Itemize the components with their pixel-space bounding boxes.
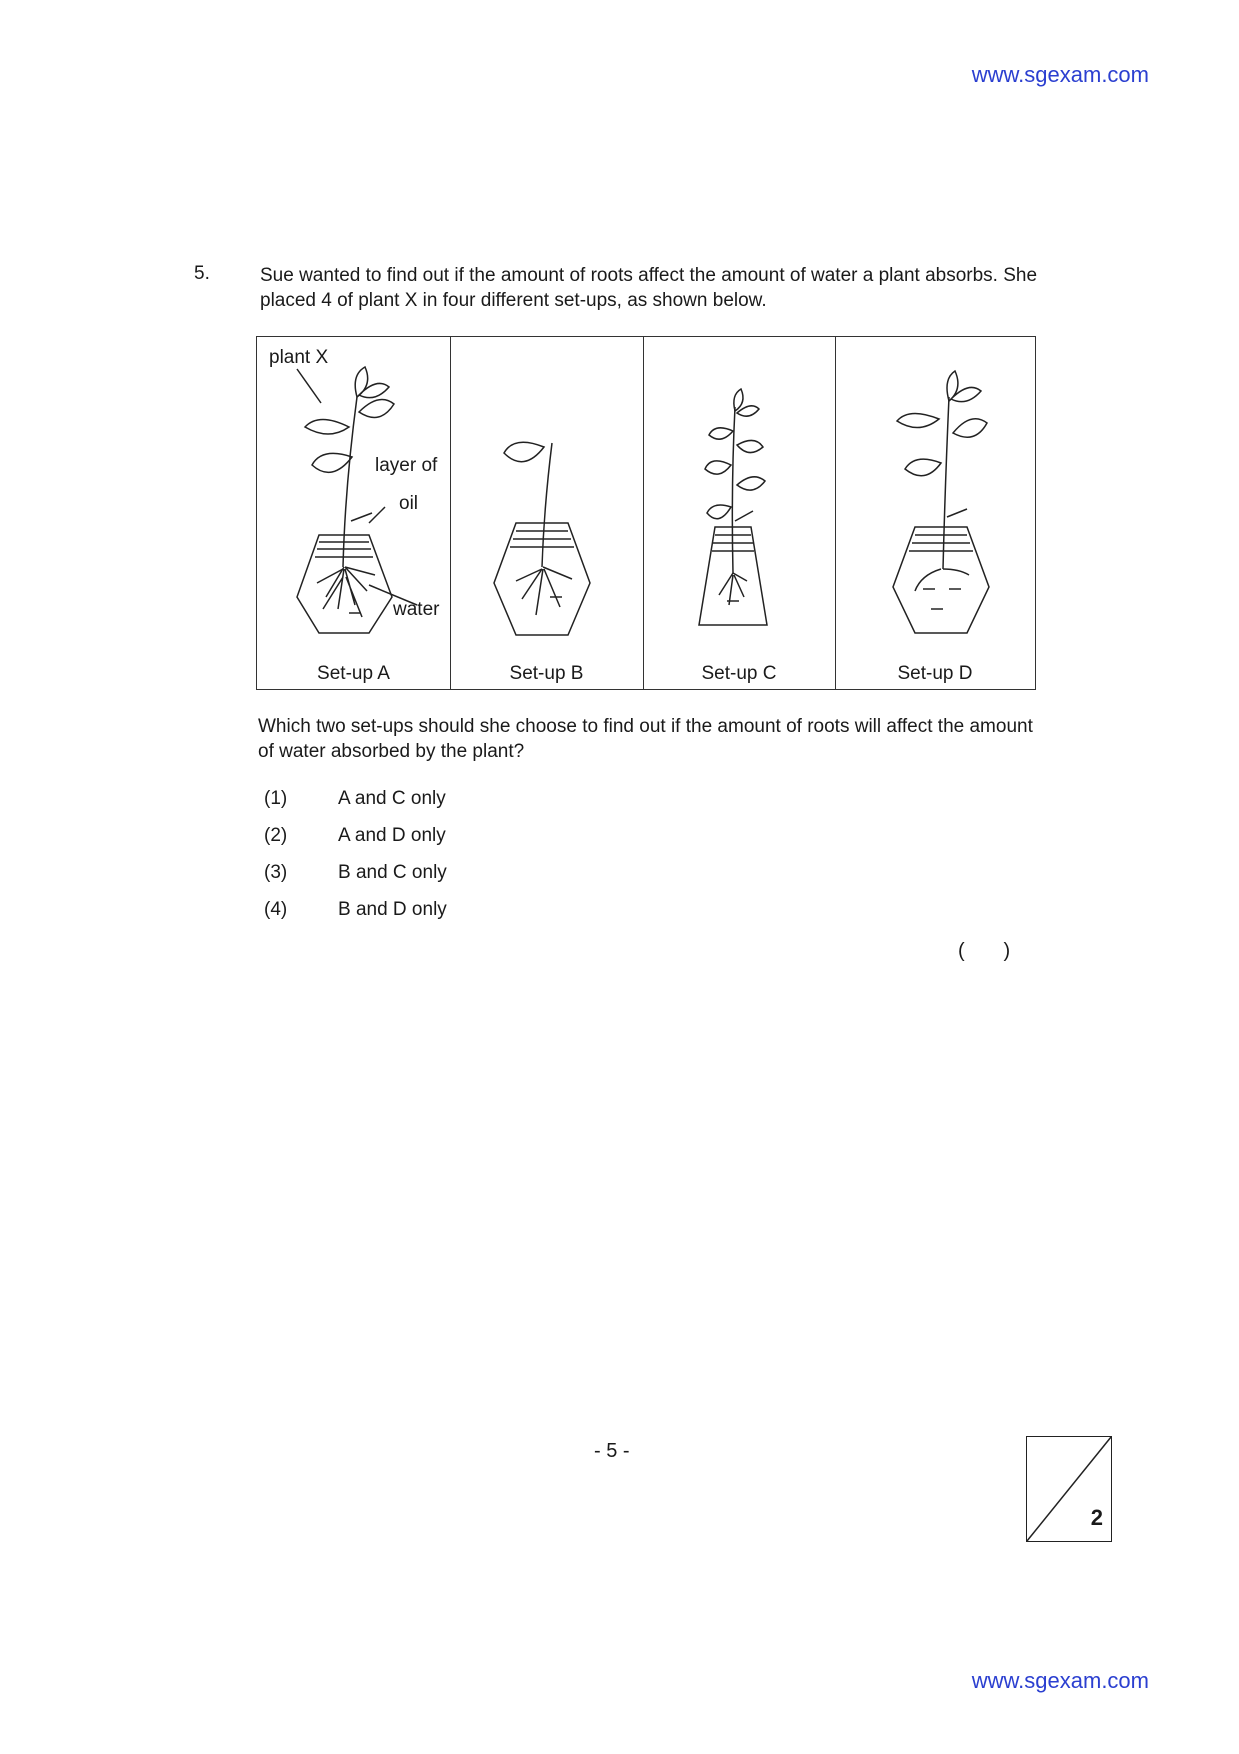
setup-b-label: Set-up B	[509, 663, 584, 684]
page-number: - 5 -	[594, 1440, 630, 1462]
footer-url[interactable]: www.sgexam.com	[971, 1668, 1149, 1693]
water-label: water	[393, 599, 440, 620]
setup-c-drawing	[643, 337, 835, 689]
setup-c-label: Set-up C	[701, 663, 777, 684]
setup-d-drawing	[835, 337, 1035, 689]
option-number: (3)	[264, 862, 288, 883]
option-text: A and C only	[338, 788, 446, 809]
layer-of-label: layer of	[375, 455, 438, 476]
oil-label: oil	[399, 493, 419, 514]
option-text: A and D only	[338, 825, 446, 846]
option-number: (4)	[264, 899, 288, 920]
option-number: (1)	[264, 788, 288, 809]
setup-a-panel	[257, 337, 451, 689]
answer-bracket[interactable]: ( )	[958, 940, 1011, 962]
marks-value: 2	[1090, 1505, 1103, 1530]
setups-figure	[256, 336, 1036, 690]
setup-c-panel	[643, 337, 836, 689]
plant-x-label: plant X	[269, 347, 329, 368]
header-url[interactable]: www.sgexam.com	[971, 62, 1149, 87]
setup-a-drawing	[257, 337, 450, 689]
option-text: B and C only	[338, 862, 447, 883]
setup-d-panel	[835, 337, 1035, 689]
option-number: (2)	[264, 825, 288, 846]
question-intro: Sue wanted to find out if the amount of roots affect the amount of water a plant absorbs. She placed 4 of plant X in four different set-ups, as shown below.	[260, 265, 1038, 311]
setup-a-label: Set-up A	[317, 663, 390, 684]
marks-box	[1026, 1436, 1112, 1542]
question-number: 5.	[194, 263, 210, 284]
question-prompt: Which two set-ups should she choose to find out if the amount of roots will affect the amount of water absorbed by the plant?	[258, 716, 1033, 762]
option-text: B and D only	[338, 899, 447, 920]
setup-b-drawing	[450, 337, 643, 689]
setup-d-label: Set-up D	[897, 663, 973, 684]
setup-b-panel	[450, 337, 644, 689]
